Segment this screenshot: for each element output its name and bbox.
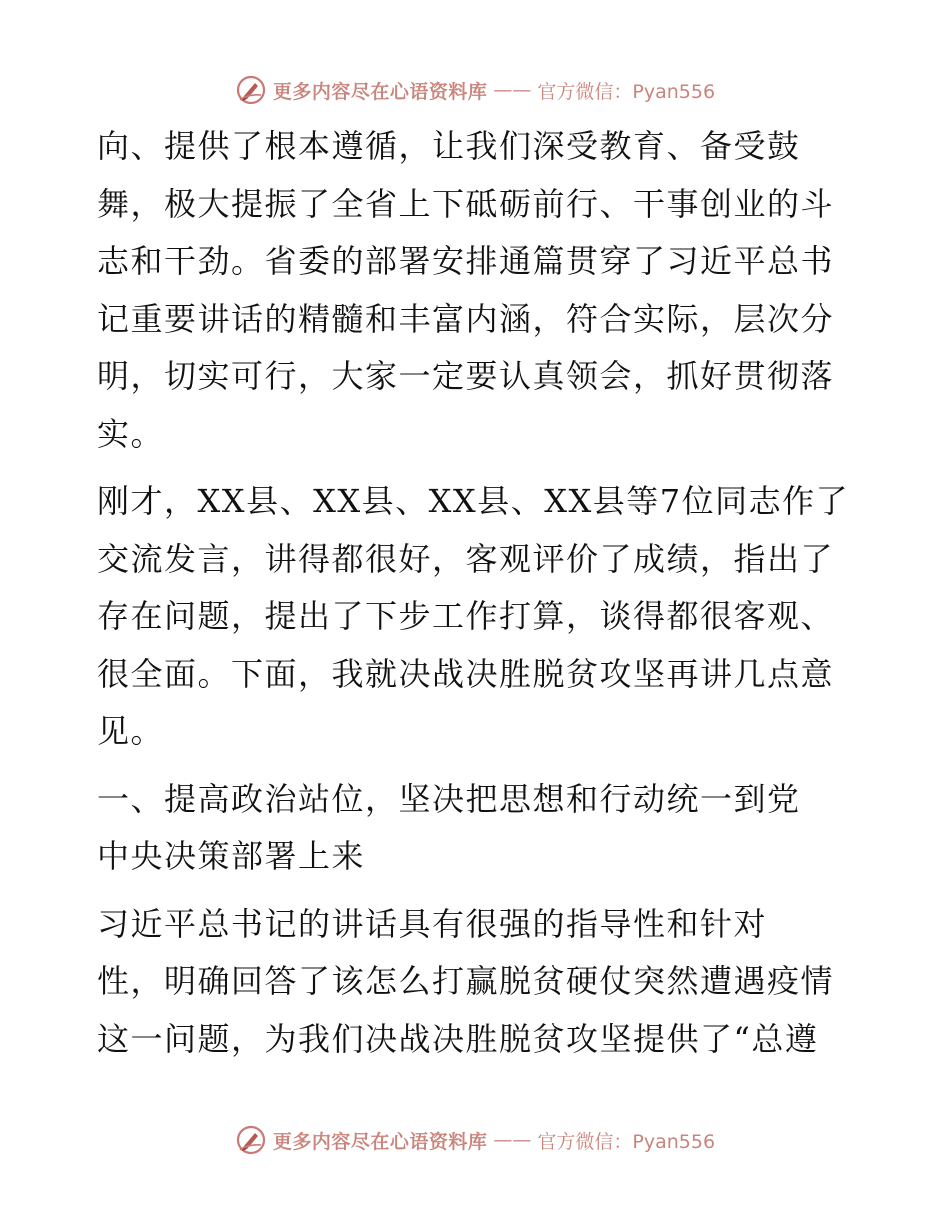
document-body [97,118,857,1068]
paragraph-spacer [97,886,857,896]
footer-watermark-banner [0,1120,950,1160]
heading-line: 中央决策部署上来 [97,837,366,875]
text-line: 交流发言，讲得都很好，客观评价了成绩，指出了 [97,539,835,578]
watermark-dash: —— [493,79,532,101]
text-line: 实。 [97,414,165,453]
watermark-wechat: 官方微信：Pyan556 [537,1130,716,1153]
text-line: 明，切实可行，大家一定要认真领会，抓好贯彻落 [97,357,835,395]
watermark-text: 更多内容尽在心语资料库 [272,1130,488,1153]
text-line: 见。 [97,712,165,750]
watermark-dash: —— [493,1129,532,1151]
text-line: 舞，极大提振了全省上下砥砺前行、干事创业的斗 [97,184,835,223]
section-heading [97,771,857,886]
text-line: 性，明确回答了该怎么打赢脱贫硬仗突然遭遇疫情 [97,962,835,1000]
watermark-group [235,74,715,106]
paragraph-1 [97,118,857,463]
text-line: 这一问题，为我们决战决胜脱贫攻坚提供了“总遵 [97,1019,819,1058]
paragraph-3 [97,896,857,1069]
watermark-wechat: 官方微信：Pyan556 [537,80,716,103]
text-line: 记重要讲话的精髓和丰富内涵，符合实际，层次分 [97,299,835,338]
pen-logo-icon [235,1124,267,1156]
text-line: 刚才，XX县、XX县、XX县、XX县等7位同志作了 [97,482,850,520]
heading-line: 一、提高政治站位，坚决把思想和行动统一到党 [97,779,801,818]
paragraph-spacer [97,463,857,473]
paragraph-2 [97,473,857,761]
text-line: 存在问题，提出了下步工作打算，谈得都很客观、 [97,597,835,635]
text-line: 习近平总书记的讲话具有很强的指导性和针对 [97,904,768,943]
watermark-group [235,1124,715,1156]
text-line: 很全面。下面，我就决战决胜脱贫攻坚再讲几点意 [97,654,835,693]
pen-logo-icon [235,74,267,106]
header-watermark-banner [0,70,950,110]
text-line: 向、提供了根本遵循，让我们深受教育、备受鼓 [97,127,801,165]
paragraph-spacer [97,761,857,771]
watermark-text: 更多内容尽在心语资料库 [272,80,488,103]
text-line: 志和干劲。省委的部署安排通篇贯穿了习近平总书 [97,242,835,280]
